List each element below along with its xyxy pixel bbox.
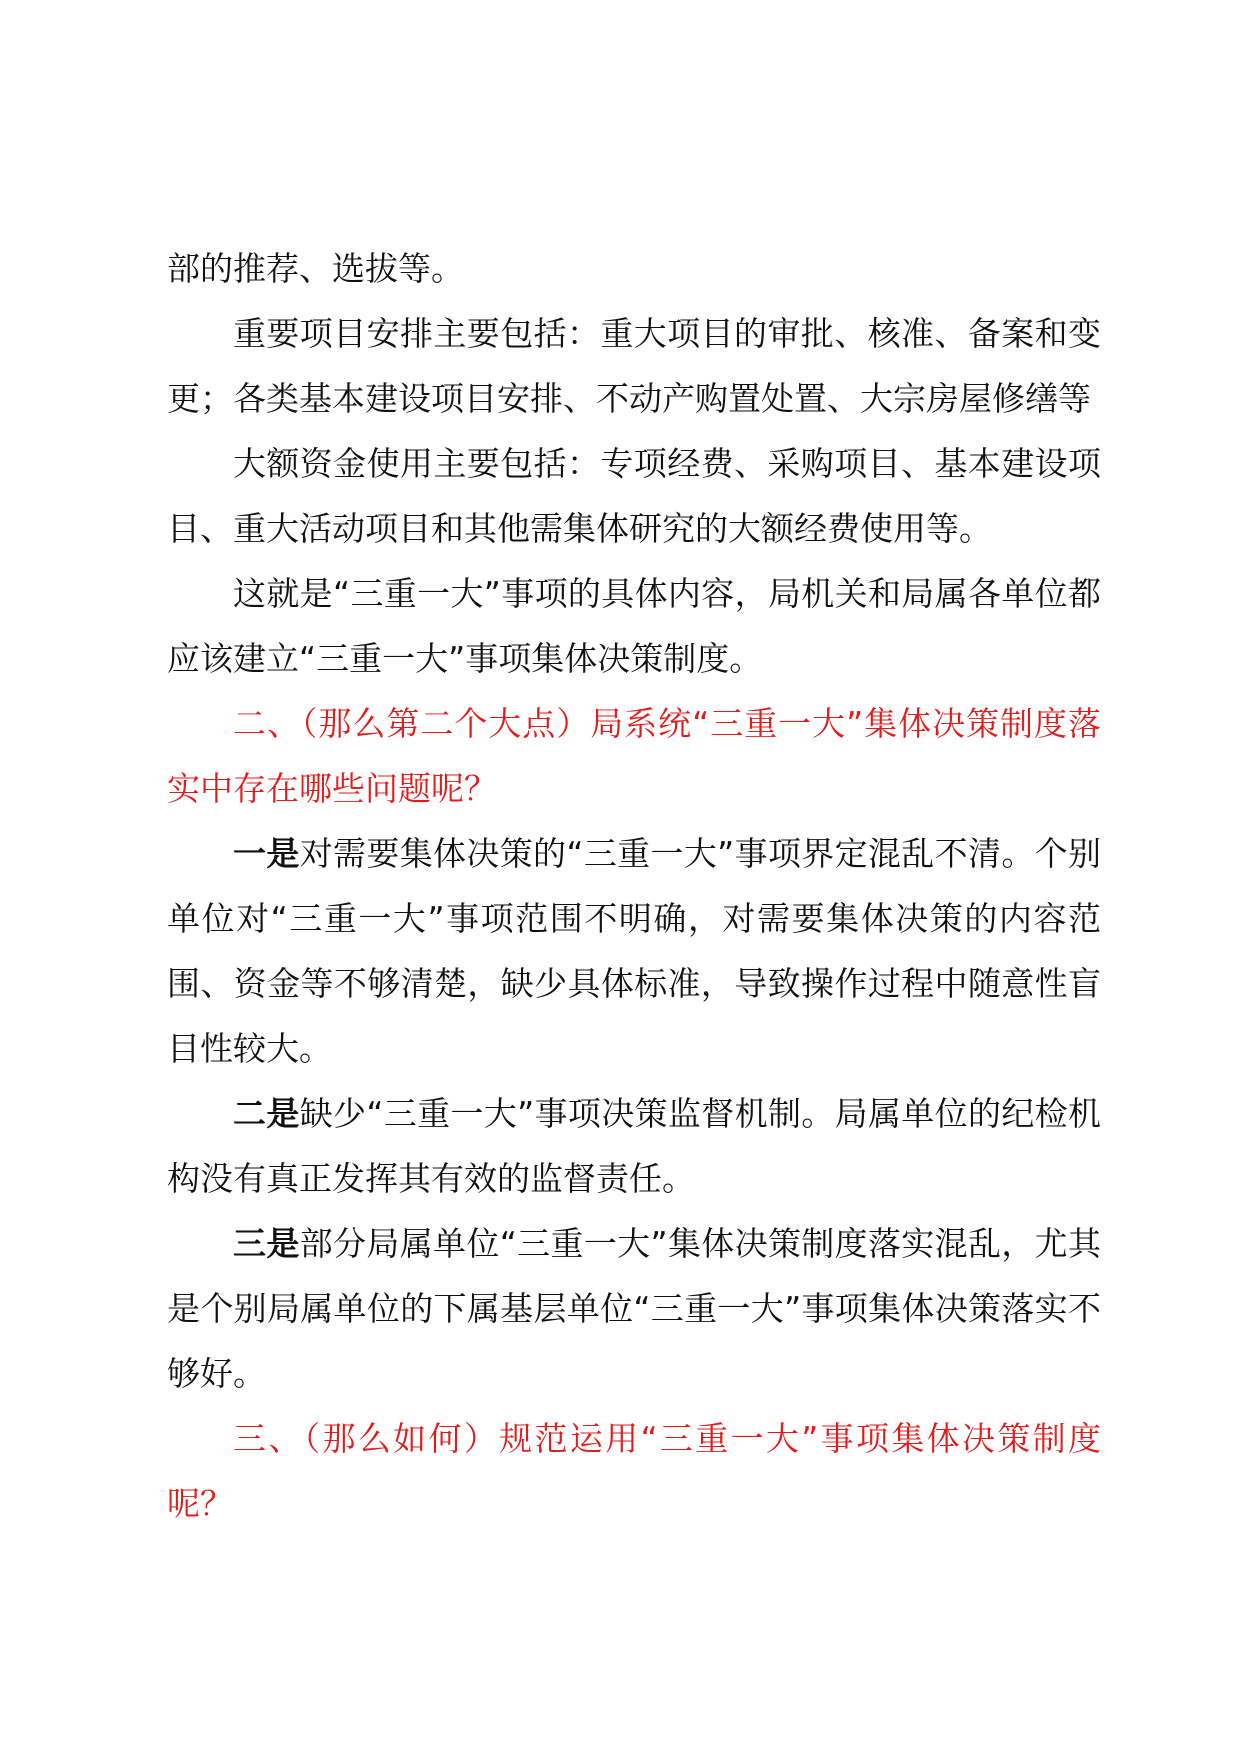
lead-label-two: 二是 [233, 1094, 300, 1133]
problem-two-text: 缺少“三重一大”事项决策监督机制。局属单位的纪检机构没有真正发挥其有效的监督责任。 [167, 1094, 1102, 1198]
paragraph-fund-usage: 大额资金使用主要包括：专项经费、采购项目、基本建设项目、重大活动项目和其他需集体研究的大额经费使用等。 [167, 444, 1101, 548]
section-heading-three: 三、（那么如何）规范运用“三重一大”事项集体决策制度呢？ [167, 1419, 1101, 1523]
lead-label-three: 三是 [233, 1224, 300, 1263]
paragraph-continuation: 部的推荐、选拔等。 [167, 249, 464, 288]
paragraph-problem-one [167, 821, 1101, 1081]
problem-one-text: 对需要集体决策的“三重一大”事项界定混乱不清。个别单位对“三重一大”事项范围不明确，对需要集体决策的内容范围、资金等不够清楚，缺少具体标准，导致操作过程中随意性盲目性较大。 [167, 834, 1102, 1068]
paragraph-problem-three [167, 1211, 1101, 1406]
document-page [167, 236, 1101, 1536]
paragraph-project-arrangement: 重要项目安排主要包括：重大项目的审批、核准、备案和变更；各类基本建设项目安排、不动产购置处置、大宗房屋修缮等 [167, 314, 1101, 418]
paragraph-problem-two [167, 1081, 1101, 1211]
paragraph-summary: 这就是“三重一大”事项的具体内容，局机关和局属各单位都应该建立“三重一大”事项集体决策制度。 [167, 574, 1101, 678]
section-heading-two: 二、（那么第二个大点）局系统“三重一大”集体决策制度落实中存在哪些问题呢？ [167, 704, 1101, 808]
lead-label-one: 一是 [233, 834, 300, 873]
problem-three-text: 部分局属单位“三重一大”集体决策制度落实混乱，尤其是个别局属单位的下属基层单位“三重一大”事项集体决策落实不够好。 [167, 1224, 1102, 1393]
